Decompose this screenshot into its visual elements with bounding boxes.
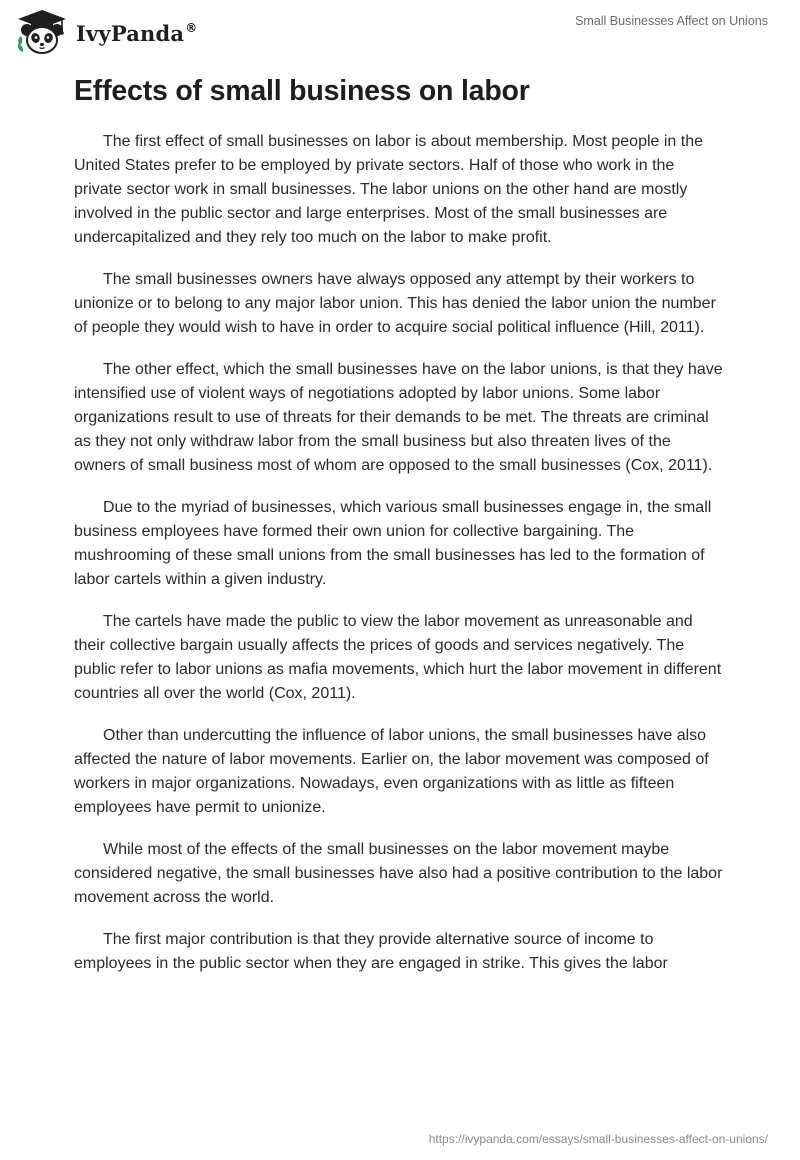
brand-logo[interactable] xyxy=(14,8,197,56)
paragraph: The cartels have made the public to view the labor movement as unreasonable and their collective bargain usually affects the prices of goods and services negatively. The public refer to labor unions as mafia movements, which hurt the labor movement in different countries all over the world (Cox, 2011). xyxy=(74,613,722,702)
paragraph: The other effect, which the small businesses have on the labor unions, is that they have intensified use of violent ways of negotiations adopted by labor unions. Some labor organizations result to use of threats for their demands to be met. The threats are criminal as they not only withdraw labor from the small business but also threaten lives of the owners of small business most of whom are opposed to the small businesses (Cox, 2011). xyxy=(74,361,723,474)
paragraph: While most of the effects of the small businesses on the labor movement maybe considered negative, the small businesses have also had a positive contribution to the labor movement across the world. xyxy=(74,841,723,906)
page-title: Effects of small business on labor xyxy=(74,75,530,107)
paragraph: The first effect of small businesses on labor is about membership. Most people in the United States prefer to be employed by private sectors. Half of those who work in the private sector work in small businesses. The labor unions on the other hand are mostly involved in the public sector and large enterprises. Most of the small businesses are undercapitalized and they rely too much on the labor to make profit. xyxy=(74,133,704,246)
paragraph: The small businesses owners have always opposed any attempt by their workers to unionize or to belong to any major labor union. This has denied the labor union the number of people they would wish to have in order to acquire social political influence (Hill, 2011). xyxy=(74,271,716,336)
paragraph: The first major contribution is that they provide alternative source of income to employees in the public sector when they are engaged in strike. This gives the labor xyxy=(74,931,668,972)
source-url-link[interactable]: https://ivypanda.com/essays/small-businesses-affect-on-unions/ xyxy=(428,1132,768,1146)
paragraph: Other than undercutting the influence of labor unions, the small businesses have also affected the nature of labor movements. Earlier on, the labor movement was composed of workers in major organizations. Nowadays, even organizations with as little as fifteen employees have permit to unionize. xyxy=(74,727,709,816)
brand-name: IvyPanda® xyxy=(76,20,198,46)
registered-mark: ® xyxy=(185,20,198,35)
paragraph: Due to the myriad of businesses, which various small businesses engage in, the small business employees have formed their own union for collective bargaining. The mushrooming of these small unions from the small businesses has led to the formation of labor cartels within a given industry. xyxy=(74,499,712,588)
panda-graduation-cap-icon xyxy=(14,8,70,56)
essay-body xyxy=(74,130,726,976)
page-header xyxy=(0,0,800,62)
running-title: Small Businesses Affect on Unions xyxy=(575,14,768,28)
essay-content xyxy=(74,72,726,994)
